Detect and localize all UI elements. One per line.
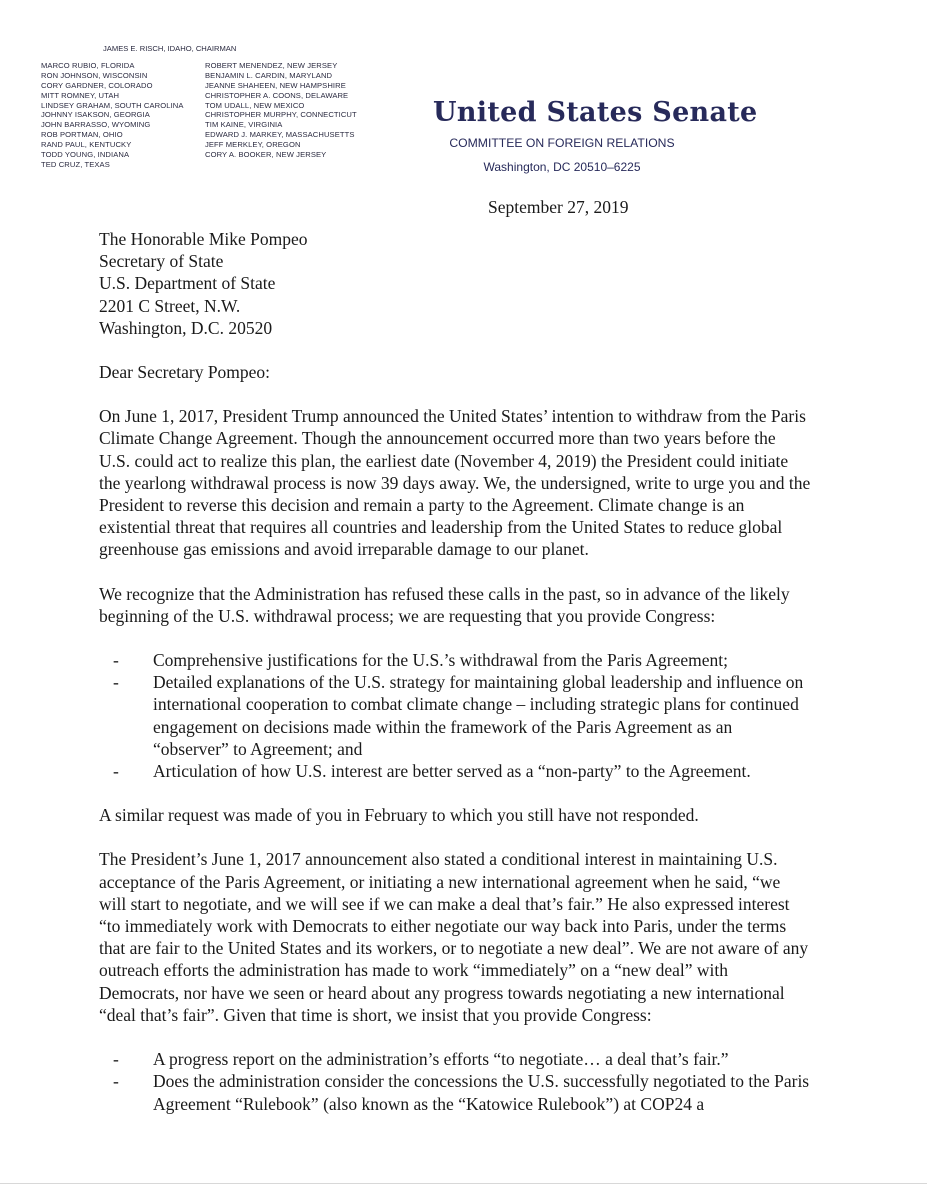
member-name: TODD YOUNG, INDIANA [41, 150, 130, 160]
bullet-marker: - [113, 1049, 119, 1070]
recipient-line: U.S. Department of State [99, 273, 276, 294]
member-name: JOHN BARRASSO, WYOMING [41, 120, 151, 130]
list-item-text: Does the administration consider the concessions the U.S. successfully negotiated to the Paris Agreement “Rulebook” (also known as the “Katowice Rulebook”) at COP24 a [153, 1071, 810, 1114]
minority-members-list [205, 61, 357, 160]
list-item-text: Comprehensive justifications for the U.S.’s withdrawal from the Paris Agreement; [153, 650, 728, 671]
recipient-line: Washington, D.C. 20520 [99, 317, 273, 338]
bullet-marker: - [113, 1071, 119, 1092]
recipient-address [99, 228, 811, 339]
paragraph: A similar request was made of you in February to which you still have not responded. [99, 805, 699, 826]
request-list [99, 649, 811, 782]
committee-chairman: JAMES E. RISCH, IDAHO, CHAIRMAN [103, 44, 237, 53]
list-item-text: Detailed explanations of the U.S. strategy for maintaining global leadership and influence on international cooperation to combat climate change – including strategic plans for continued engagement on decisions made within the framework of the Paris Agreement as an “observer” to Agreement; and [153, 672, 804, 759]
list-item [99, 1048, 811, 1070]
member-name: JOHNNY ISAKSON, GEORGIA [41, 110, 150, 120]
paragraph: The President’s June 1, 2017 announcement also stated a conditional interest in maintaining U.S. acceptance of the Paris Agreement, or initiating a new international agreement when he said, “we will start to negotiate, and we will see if we can make a deal that’s fair.” He also expressed interest “to immediately work with Democrats to either negotiate our way back into Paris, under the terms that are fair to the United States and its workers, or to negotiate a new deal”. We are not aware of any outreach efforts the administration has made to work “immediately” on a “new deal” with Democrats, nor have we seen or heard about any progress towards negotiating a new international “deal that’s fair”. Given that time is short, we insist that you provide Congress: [99, 849, 809, 1025]
member-name: CORY A. BOOKER, NEW JERSEY [205, 150, 327, 160]
member-name: RAND PAUL, KENTUCKY [41, 140, 132, 150]
list-item [99, 760, 811, 782]
recipient-line: The Honorable Mike Pompeo [99, 229, 308, 249]
letter-date: September 27, 2019 [488, 197, 629, 217]
paragraph: On June 1, 2017, President Trump announced the United States’ intention to withdraw from the Paris Climate Change Agreement. Though the announcement occurred more than two years before the U.S. could act to realize this plan, the earliest date (November 4, 2019) the President could initiate the yearlong withdrawal process is now 39 days away. We, the undersigned, write to urge you and the President to reverse this decision and remain a party to the Agreement. Climate change is an existential threat that requires all countries and leadership from the United States to reduce global greenhouse gas emissions and avoid irreparable damage to our planet. [99, 406, 811, 560]
paragraph: We recognize that the Administration has refused these calls in the past, so in advance of the likely beginning of the U.S. withdrawal process; we are requesting that you provide Congress: [99, 583, 790, 626]
recipient-line: 2201 C Street, N.W. [99, 295, 241, 316]
recipient-line: Secretary of State [99, 251, 224, 272]
bullet-marker: - [113, 672, 119, 693]
request-list [99, 1048, 811, 1115]
list-item [99, 649, 811, 671]
member-name: TED CRUZ, TEXAS [41, 159, 110, 169]
page-edge-rule [0, 1183, 927, 1184]
member-name: JEFF MERKLEY, OREGON [205, 140, 301, 150]
member-name: ROBERT MENENDEZ, NEW JERSEY [205, 61, 338, 70]
majority-members-list [41, 61, 184, 170]
member-name: TIM KAINE, VIRGINIA [205, 120, 283, 130]
member-name: EDWARD J. MARKEY, MASSACHUSETTS [205, 130, 355, 140]
list-item [99, 1070, 811, 1114]
member-name: ROB PORTMAN, OHIO [41, 130, 123, 140]
bullet-marker: - [113, 761, 119, 782]
member-name: CHRISTOPHER A. COONS, DELAWARE [205, 90, 349, 100]
member-name: MITT ROMNEY, UTAH [41, 90, 120, 100]
member-name: TOM UDALL, NEW MEXICO [205, 100, 305, 110]
member-name: BENJAMIN L. CARDIN, MARYLAND [205, 70, 333, 80]
bullet-marker: - [113, 650, 119, 671]
list-item-text: A progress report on the administration’s efforts “to negotiate… a deal that’s fair.” [153, 1049, 729, 1070]
senate-letterhead-title: United States Senate [433, 97, 758, 128]
member-name: JEANNE SHAHEEN, NEW HAMPSHIRE [205, 80, 346, 90]
member-name: RON JOHNSON, WISCONSIN [41, 70, 148, 80]
member-name: CORY GARDNER, COLORADO [41, 80, 153, 90]
committee-name: COMMITTEE ON FOREIGN RELATIONS [449, 136, 675, 150]
letter-body [99, 228, 811, 1115]
list-item-text: Articulation of how U.S. interest are better served as a “non-party” to the Agreement. [153, 761, 751, 782]
member-name: CHRISTOPHER MURPHY, CONNECTICUT [205, 110, 357, 120]
list-item [99, 671, 811, 760]
salutation: Dear Secretary Pompeo: [99, 362, 271, 383]
committee-address: Washington, DC 20510–6225 [483, 160, 641, 174]
member-name: LINDSEY GRAHAM, SOUTH CAROLINA [41, 100, 184, 110]
member-name: MARCO RUBIO, FLORIDA [41, 61, 135, 70]
